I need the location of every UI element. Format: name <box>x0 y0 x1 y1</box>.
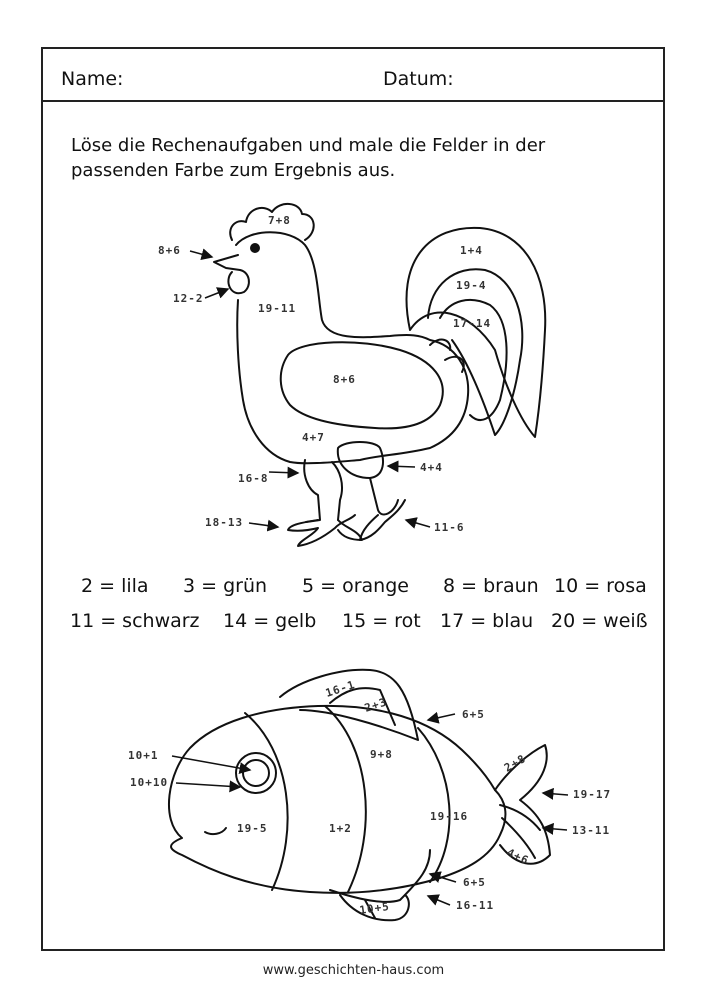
legend-item: 2 = lila <box>81 575 149 597</box>
fish-stripe2-label: 9+8 <box>370 748 393 761</box>
fish-stripe1-label: 1+2 <box>329 822 352 835</box>
rooster-foot-right-label: 11-6 <box>434 521 465 534</box>
rooster-leg-right-label: 4+4 <box>420 461 443 474</box>
fish-fin-bottom-pointer1-label: 6+5 <box>463 876 486 889</box>
footer-website: www.geschichten-haus.com <box>262 963 445 978</box>
legend-item: 15 = rot <box>342 610 421 632</box>
rooster-labels <box>158 214 491 534</box>
rooster-body-label: 4+7 <box>302 431 325 444</box>
fish-fin-top2-label: 2+3 <box>362 695 389 715</box>
rooster-tail2-label: 19-4 <box>456 279 487 292</box>
instruction-line-2: passenden Farbe zum Ergebnis aus. <box>71 160 396 181</box>
rooster-foot-left-label: 18-13 <box>205 516 244 529</box>
fish-fin-bottom-label: 10+5 <box>358 899 391 917</box>
name-label: Name: <box>61 68 124 90</box>
legend-item: 14 = gelb <box>223 610 317 632</box>
legend-item: 3 = grün <box>183 575 268 597</box>
rooster-leg-left-label: 16-8 <box>238 472 269 485</box>
fish-body-back-label: 19-16 <box>430 810 469 823</box>
rooster-beak-label: 8+6 <box>158 244 181 257</box>
legend-item: 11 = schwarz <box>70 610 200 632</box>
rooster-tail3-label: 17-14 <box>453 317 492 330</box>
fish-tail-bottom-label: 4+6 <box>504 845 531 868</box>
rooster-neck-label: 19-11 <box>258 302 297 315</box>
rooster-wing-label: 8+6 <box>333 373 356 386</box>
legend-item: 10 = rosa <box>554 575 647 597</box>
fish-head-label: 19-5 <box>237 822 268 835</box>
fish-tail-middle-label: 13-11 <box>572 824 611 837</box>
legend-item: 5 = orange <box>302 575 409 597</box>
fish-drawing <box>169 670 550 920</box>
rooster-drawing <box>214 204 545 546</box>
instruction-line-1: Löse die Rechenaufgaben und male die Felder in der <box>71 135 546 156</box>
fish-tail-top-label: 2+8 <box>502 751 529 775</box>
rooster-tail1-label: 1+4 <box>460 244 483 257</box>
fish-fin-bottom-pointer2-label: 16-11 <box>456 899 495 912</box>
fish-fin-top-pointer-label: 6+5 <box>462 708 485 721</box>
fish-eye-outer-label: 10+10 <box>130 776 169 789</box>
fish-tail-top-pointer-label: 19-17 <box>573 788 612 801</box>
rooster-wattle-label: 12-2 <box>173 292 204 305</box>
rooster-arrows <box>190 251 430 527</box>
fish-fin-top1-label: 16-1 <box>323 678 357 700</box>
legend-item: 8 = braun <box>443 575 539 597</box>
fish-labels <box>128 678 611 917</box>
legend-item: 20 = weiß <box>551 610 648 632</box>
rooster-comb-label: 7+8 <box>268 214 291 227</box>
legend-item: 17 = blau <box>440 610 534 632</box>
date-label: Datum: <box>383 68 454 90</box>
fish-eye-inner-label: 10+1 <box>128 749 159 762</box>
